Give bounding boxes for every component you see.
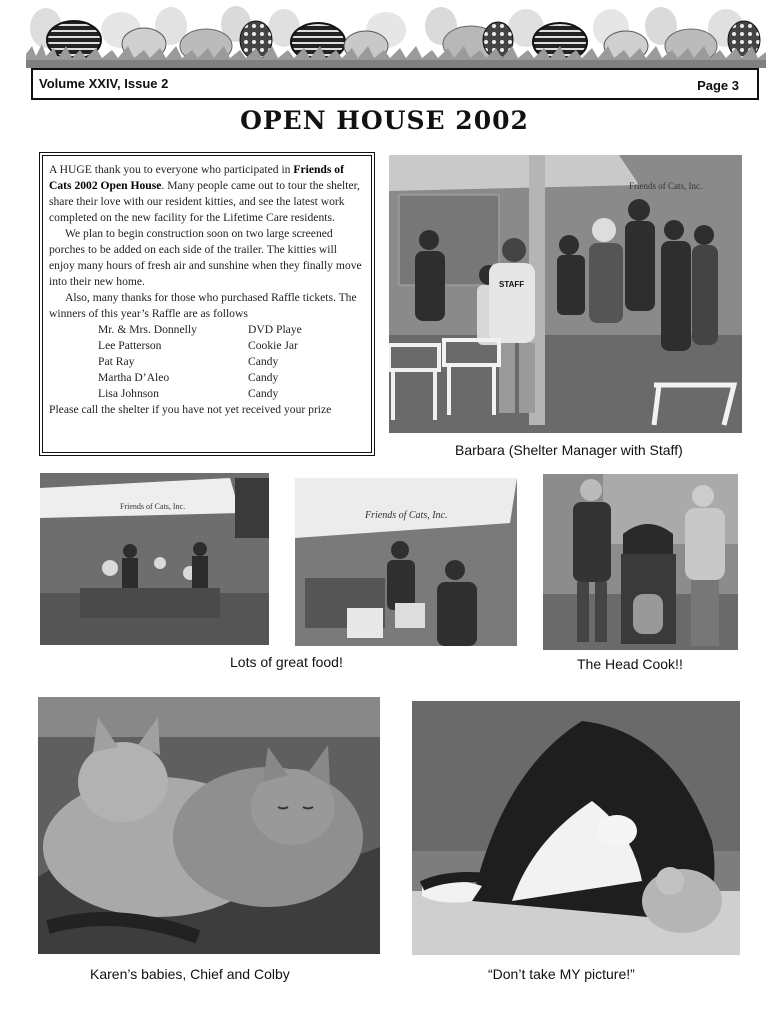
raffle-winner-name: Lisa Johnson <box>98 387 159 400</box>
easter-egg-banner <box>26 6 766 68</box>
raffle-prize: Candy <box>248 387 279 400</box>
paragraph-construction: We plan to begin construction soon on two large screened porches to be added on each side of the trailer. The kitties will enjoy many hours of fresh air and sunshine when they finally move into their new home. <box>49 227 362 288</box>
paragraph-thanks-rest: . Many people came out to tour the shelter, share their love with our resident kitties, and see the latest work completed on the new facility for the Lifetime Care residents. <box>49 179 360 224</box>
raffle-winner-name: Lee Patterson <box>98 339 162 352</box>
tent-sign-text: Friends of Cats, Inc. <box>629 181 703 191</box>
photo-shelter-staff <box>389 155 742 433</box>
raffle-winners-list <box>98 322 365 402</box>
photo-food-tent-right <box>295 478 517 646</box>
page-title: OPEN HOUSE 2002 <box>240 106 529 135</box>
raffle-prize: Candy <box>248 355 279 368</box>
caption-picture: “Don’t take MY picture!” <box>488 966 635 982</box>
paragraph-thanks-lead: A HUGE thank you to everyone who participated in <box>49 163 294 176</box>
paragraph-raffle: Also, many thanks for those who purchased Raffle tickets. The winners of this year’s Raffle are as follows <box>49 291 357 320</box>
paragraph-prize: Please call the shelter if you have not yet received your prize <box>49 403 332 416</box>
issue-header-bar <box>31 68 759 100</box>
raffle-winner-name: Pat Ray <box>98 355 135 368</box>
caption-food: Lots of great food! <box>230 654 343 670</box>
caption-babies: Karen’s babies, Chief and Colby <box>90 966 290 982</box>
photo-food-tent-left <box>40 473 269 645</box>
article-box <box>39 152 375 456</box>
paragraph-thanks <box>49 162 365 226</box>
raffle-prize: DVD Playe <box>248 323 302 336</box>
article-text <box>42 155 372 453</box>
photo-head-cook <box>543 474 738 650</box>
caption-staff: Barbara (Shelter Manager with Staff) <box>455 442 683 458</box>
event-name: Friends of Cats 2002 Open House <box>49 163 344 192</box>
page-number: Page 3 <box>697 78 739 93</box>
photo-tuxedo-cat <box>412 701 740 955</box>
raffle-prize: Candy <box>248 371 279 384</box>
staff-shirt-text: STAFF <box>499 280 525 289</box>
photo-cats-chief-colby <box>38 697 380 954</box>
raffle-winner-name: Mr. & Mrs. Donnelly <box>98 323 197 336</box>
raffle-winner-name: Martha D’Aleo <box>98 371 170 384</box>
volume-issue-label: Volume XXIV, Issue 2 <box>39 76 169 91</box>
tent-sign-text: Friends of Cats, Inc. <box>120 502 186 511</box>
raffle-prize: Cookie Jar <box>248 339 298 352</box>
tent-sign-text: Friends of Cats, Inc. <box>365 510 448 521</box>
caption-cook: The Head Cook!! <box>577 656 683 672</box>
